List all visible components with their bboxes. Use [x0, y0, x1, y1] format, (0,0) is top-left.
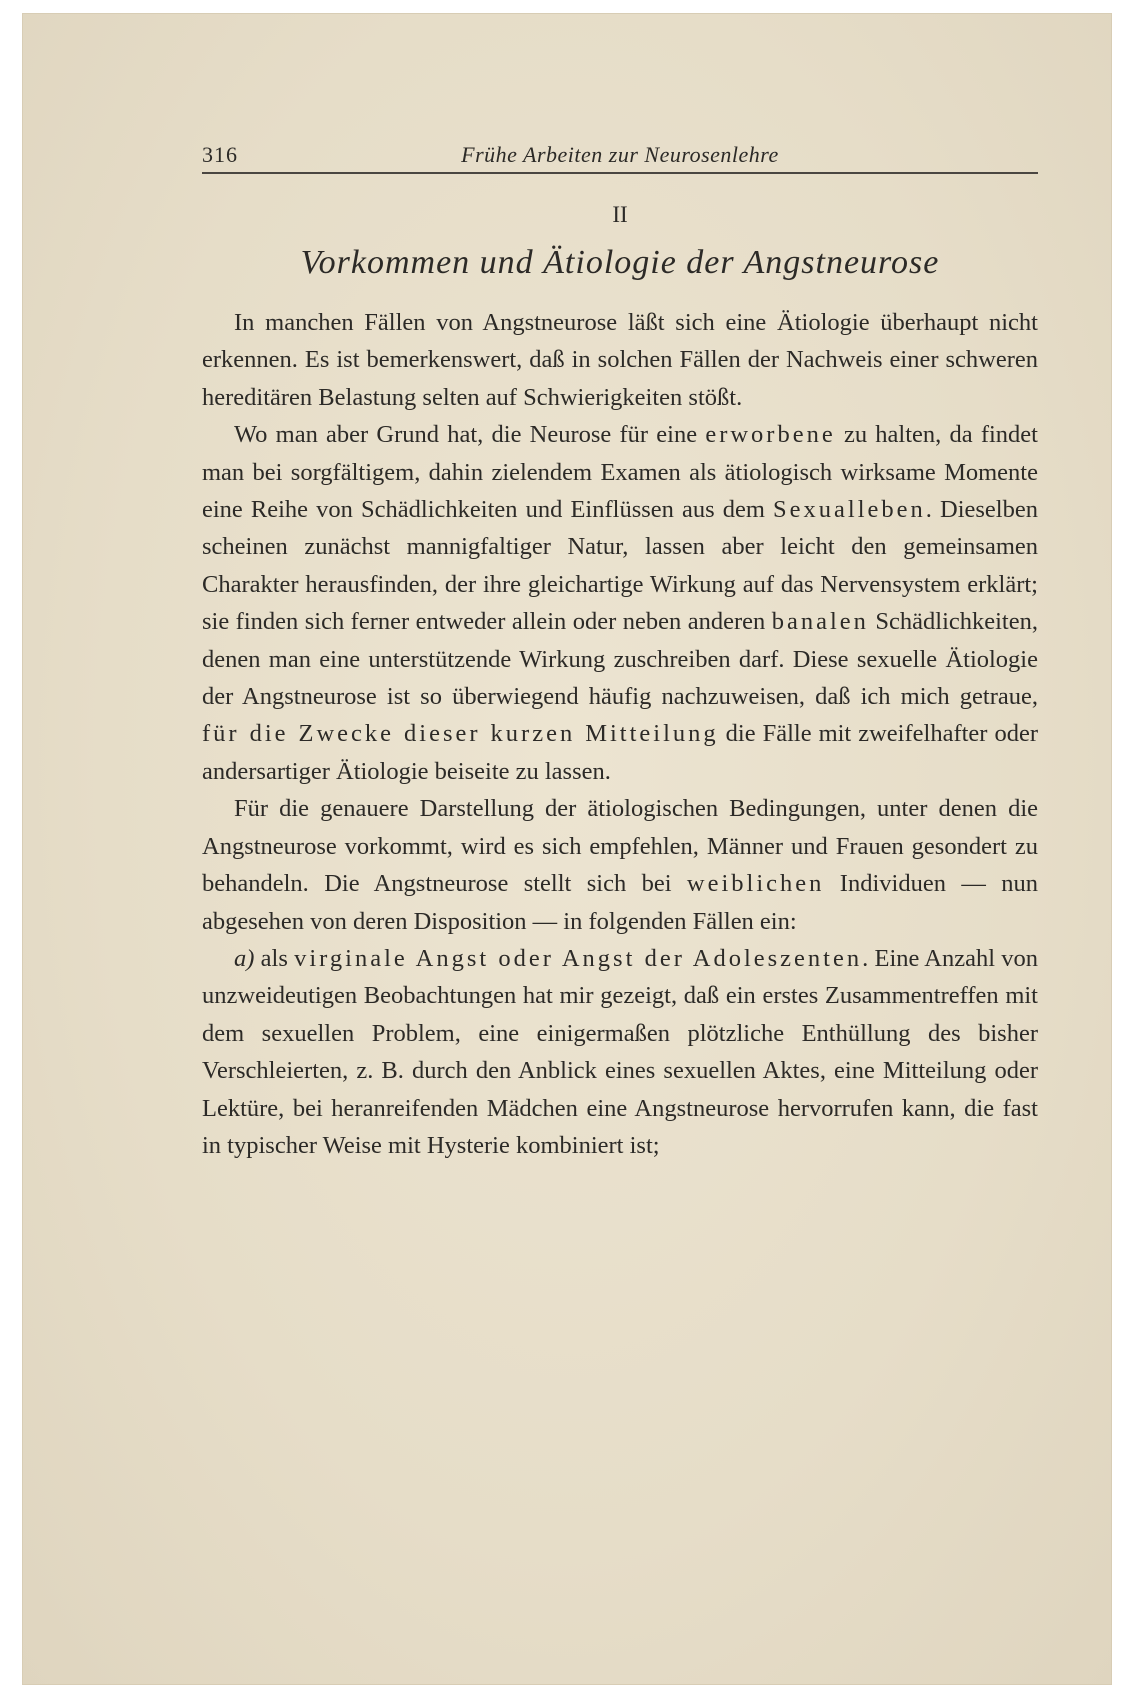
- text-run: . Dieselben scheinen zunächst mannigfaltiger Natur, lassen aber leicht den gemeinsamen Charakter herausfinden, der ihre gleichartige Wirkung auf das Nervensystem erklärt; sie finden sich ferner entweder allein oder neben anderen: [202, 496, 1038, 636]
- text-run: Individuen — nun abgesehen von deren Disposition — in folgenden Fällen ein:: [202, 870, 1038, 935]
- text-run: zu halten, da findet man bei sorgfältigem, dahin zielendem Examen als ätiologisch wirksame Momente eine Reihe von Schädlichkeiten und Einflüssen aus dem: [202, 421, 1038, 524]
- text-run: als: [254, 944, 295, 972]
- text-run: die Fälle mit zweifelhafter oder andersartiger Ätiologie beiseite zu lassen.: [202, 720, 1038, 785]
- text-run: Schädlichkeiten, denen man eine unterstützende Wirkung zuschreiben darf. Diese sexuelle Ätiologie der Angstneurose ist so überwiegend häufig nachzuweisen, daß ich mich getraue,: [202, 608, 1038, 711]
- emphasis-banalen: banalen: [771, 608, 869, 636]
- running-header: [202, 140, 1038, 174]
- emphasis-sexualleben: Sexualleben: [773, 496, 926, 524]
- emphasis-virginale-angst: virginale Angst oder Angst der Adoleszenten: [294, 944, 863, 972]
- paragraph-3: [202, 790, 1038, 940]
- text-run: . Eine Anzahl von unzweideutigen Beobachtungen hat mir gezeigt, daß ein erstes Zusammentreffen mit dem sexuellen Problem, eine einigermaßen plötzliche Enthüllung des bisher Verschleierten, z. B. durch den Anblick eines sexuellen Aktes, eine Mitteilung oder Lektüre, bei heranreifenden Mädchen eine Angstneurose hervorrufen kann, die fast in typischer Weise mit Hysterie kombiniert ist;: [202, 944, 1039, 1159]
- text-run: Wo man aber Grund hat, die Neurose für eine: [234, 421, 706, 449]
- paragraph-4: [202, 940, 1038, 1164]
- list-label: a): [234, 944, 255, 972]
- paragraph-1: In manchen Fällen von Angstneurose läßt sich eine Ätiologie überhaupt nicht erkennen. Es ist bemerkenswert, daß in solchen Fällen der Nachweis einer schweren hereditären Belastung selten auf Schwierigkeiten stößt.: [202, 309, 1038, 411]
- section-title: Vorkommen und Ätiologie der Angstneurose: [300, 244, 940, 281]
- running-title: Frühe Arbeiten zur Neurosenlehre: [461, 142, 779, 167]
- section-numeral: II: [612, 202, 628, 227]
- emphasis-erworbene: erworbene: [705, 421, 836, 449]
- text-run: Für die genauere Darstellung der ätiologischen Bedingungen, unter denen die Angstneurose vorkommt, wird es sich empfehlen, Männer und Frauen gesondert zu behandeln. Die Angstneurose stellt sich bei: [202, 795, 1038, 898]
- paragraph-2: [202, 416, 1038, 790]
- emphasis-zwecke: für die Zwecke dieser kurzen Mitteilung: [202, 720, 719, 748]
- body-text: [202, 304, 1038, 1164]
- page-number: 316: [202, 142, 238, 167]
- emphasis-weiblichen: weiblichen: [686, 870, 825, 898]
